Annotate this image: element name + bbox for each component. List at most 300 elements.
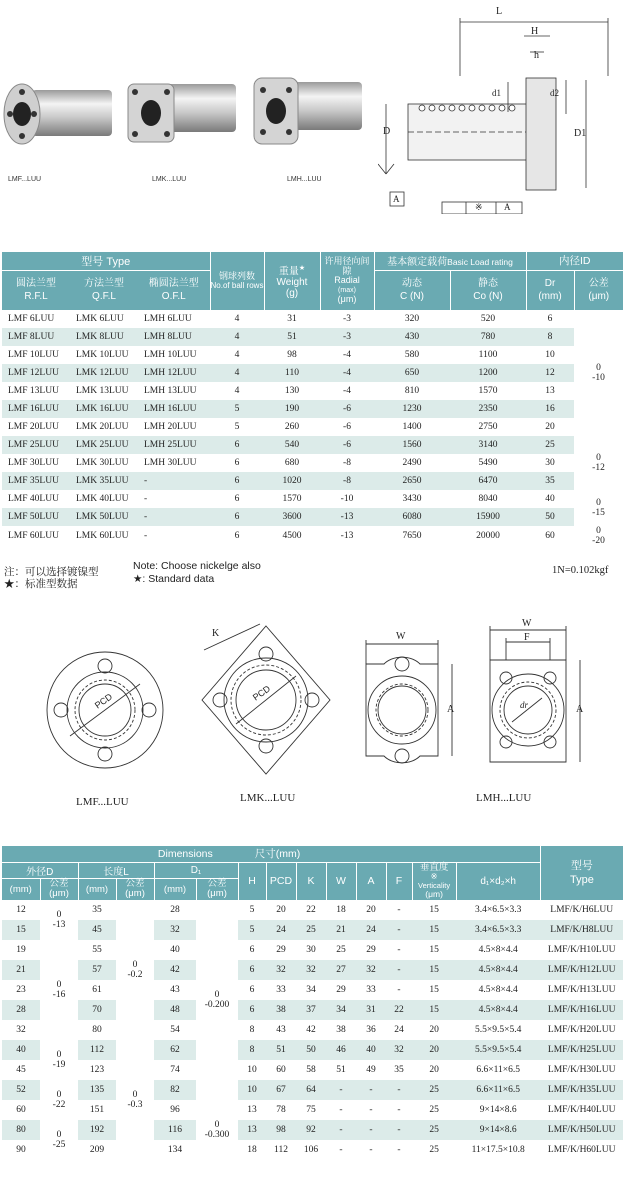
verticality-en: Verticality	[418, 881, 451, 891]
rfl-model-cell: LMF 60LUU	[8, 531, 59, 541]
lmh-f-label: F	[524, 632, 530, 643]
f-value-cell: -	[397, 1125, 401, 1135]
od-tolerance-cell-value: -22	[52, 1100, 66, 1110]
bolt-dims-cell: 4.5×8×4.4	[478, 1005, 518, 1015]
bolt-dims-cell: 5.5×9.5×5.4	[475, 1025, 522, 1035]
bolt-dims-cell: 6.6×11×6.5	[476, 1085, 520, 1095]
bolt-dims-cell: 4.5×8×4.4	[478, 965, 518, 975]
length-cell: 57	[92, 965, 102, 975]
a-header: A	[356, 862, 386, 900]
static-load-cell: 20000	[476, 531, 500, 541]
radial-header-max: (max)	[338, 286, 356, 294]
note-standard-cn: ★：标准型数据	[4, 578, 78, 590]
static-header-en: Co (N)	[473, 291, 503, 303]
drawing-label-h: h	[534, 50, 539, 61]
spec-row	[2, 490, 623, 508]
a-value-cell: 40	[366, 1045, 376, 1055]
id-tolerance-cell-value: -15	[592, 508, 605, 518]
pcd-value-cell: 60	[276, 1065, 286, 1075]
ofl-header-en: O.F.L	[161, 291, 186, 303]
k-value-cell: 64	[306, 1085, 316, 1095]
balls-header	[210, 252, 264, 310]
lmh-dr-label: dr	[520, 700, 529, 710]
outer-diameter-cell: 12	[16, 905, 26, 915]
pcd-value-cell: 67	[276, 1085, 286, 1095]
type-header: 型号 Type	[81, 255, 131, 268]
lmf-pcd-label: PCD	[92, 691, 115, 711]
d1-diameter-cell: 42	[170, 965, 180, 975]
lmh-photo	[250, 68, 368, 163]
length-cell: 112	[90, 1045, 104, 1055]
length-cell: 35	[92, 905, 102, 915]
pcd-value-cell: 24	[276, 925, 286, 935]
outer-diameter-cell: 21	[16, 965, 26, 975]
dimension-row	[2, 960, 623, 980]
k-value-cell: 75	[306, 1105, 316, 1115]
weight-header-cn: 重量	[278, 266, 299, 278]
radial-clearance-cell: -6	[343, 404, 351, 414]
static-load-cell: 6470	[478, 476, 498, 486]
lmh-photo-caption: LMH...LUU	[287, 176, 322, 183]
length-tolerance-cell-value: 0	[132, 1090, 138, 1100]
dr-header-label: Dr	[544, 278, 556, 290]
f-value-cell: -	[397, 905, 401, 915]
dynamic-load-cell: 2650	[402, 476, 422, 486]
length-cell: 45	[92, 925, 102, 935]
rfl-header-cn: 圆法兰型	[16, 278, 56, 290]
a-value-cell: -	[369, 1105, 373, 1115]
drawing-label-D1: D1	[574, 128, 587, 139]
dynamic-load-cell: 580	[404, 350, 420, 360]
k-value-cell: 34	[306, 985, 316, 995]
id-tolerance-cell-value: 0	[596, 498, 601, 508]
od-tolerance-cell	[40, 1080, 78, 1120]
qfl-model-cell: LMK 20LUU	[76, 422, 129, 432]
pcd-value-cell: 43	[276, 1025, 286, 1035]
k-value-cell: 42	[306, 1025, 316, 1035]
radial-header-cn: 许用径向间隙	[324, 256, 370, 276]
h-value-cell: 13	[247, 1105, 257, 1115]
static-load-cell: 2750	[478, 422, 498, 432]
static-load-cell: 520	[480, 314, 496, 324]
length-tolerance-cell	[116, 900, 154, 1040]
ofl-header	[138, 270, 210, 310]
id-tolerance-cell	[574, 526, 623, 546]
weight-header	[264, 252, 320, 310]
id-tolerance-cell-value: 0	[596, 363, 601, 373]
w-value-cell: 38	[336, 1025, 346, 1035]
verticality-value-cell: 20	[429, 1045, 439, 1055]
bolt-dims-cell: 5.5×9.5×5.4	[475, 1045, 522, 1055]
weight-cell: 190	[284, 404, 300, 414]
qfl-model-cell: LMK 40LUU	[76, 494, 129, 504]
ofl-model-cell: LMH 25LUU	[144, 440, 197, 450]
verticality-cn: 垂直度	[419, 862, 449, 874]
radial-clearance-cell: -13	[340, 512, 354, 522]
weight-cell: 98	[287, 350, 297, 360]
pcd-value-cell: 51	[276, 1045, 286, 1055]
outer-diameter-cell: 45	[16, 1065, 26, 1075]
lmf-photo	[2, 72, 120, 162]
lmk-k-label: K	[212, 628, 220, 639]
od-tolerance-cell-value: -16	[52, 990, 66, 1000]
dimension-row	[2, 940, 623, 960]
a-value-cell: 24	[366, 925, 376, 935]
weight-cell: 680	[284, 458, 300, 468]
static-load-cell: 15900	[476, 512, 500, 522]
length-tolerance-cell-value: -0.3	[127, 1100, 143, 1110]
pcd-value-cell: 33	[276, 985, 286, 995]
rfl-model-cell: LMF 25LUU	[8, 440, 59, 450]
type-model-cell: LMF/K/H16LUU	[547, 1005, 616, 1015]
verticality-value-cell: 20	[429, 1065, 439, 1075]
a-value-cell: 49	[366, 1065, 376, 1075]
dimensions-table	[2, 846, 623, 1160]
rfl-header	[2, 270, 70, 310]
f-value-cell: -	[397, 1145, 401, 1155]
dynamic-header-en: C (N)	[400, 291, 424, 303]
d1-tolerance-cell-value: -0.300	[204, 1130, 230, 1140]
length-header: 长度L	[78, 862, 154, 878]
qfl-model-cell: LMK 50LUU	[76, 512, 129, 522]
ball-rows-cell: 4	[234, 350, 240, 360]
h-value-cell: 6	[249, 945, 255, 955]
dimension-row	[2, 1140, 623, 1160]
rfl-model-cell: LMF 16LUU	[8, 404, 59, 414]
dimension-row	[2, 1000, 623, 1020]
bolt-dims-cell: 11×17.5×10.8	[471, 1145, 525, 1155]
outer-diameter-cell: 19	[16, 945, 26, 955]
dimension-row	[2, 920, 623, 940]
verticality-value-cell: 25	[429, 1145, 439, 1155]
f-value-cell: -	[397, 965, 401, 975]
length-tolerance-cell-value: -0.2	[127, 970, 143, 980]
id-tolerance-cn: 公差	[588, 278, 609, 290]
weight-header-unit: (g)	[285, 288, 299, 300]
dimension-row	[2, 1120, 623, 1140]
a-value-cell: -	[369, 1125, 373, 1135]
d1-diameter-cell: 116	[168, 1125, 182, 1135]
verticality-value-cell: 15	[429, 905, 439, 915]
verticality-value-cell: 25	[429, 1105, 439, 1115]
d1-header: D₁	[154, 862, 238, 878]
static-load-cell: 2350	[478, 404, 498, 414]
d1-diameter-cell: 74	[170, 1065, 180, 1075]
dynamic-header	[374, 270, 450, 310]
spec-row	[2, 454, 623, 472]
drawing-label-D: D	[383, 126, 391, 137]
ofl-model-cell: -	[144, 494, 148, 504]
ofl-model-cell: LMH 20LUU	[144, 422, 197, 432]
od-tolerance-cell	[40, 900, 78, 940]
length-cell: 151	[89, 1105, 105, 1115]
drawing-label-A: A	[393, 194, 400, 204]
qfl-model-cell: LMK 30LUU	[76, 458, 129, 468]
d1-diameter-cell: 134	[167, 1145, 183, 1155]
verticality-value-cell: 15	[429, 965, 439, 975]
d1-diameter-cell: 62	[170, 1045, 180, 1055]
od-tol-unit: (μm)	[49, 888, 69, 900]
od-tolerance-cell-value: 0	[56, 1130, 62, 1140]
id-tolerance-cell-value: -12	[592, 463, 605, 473]
h-value-cell: 5	[249, 925, 255, 935]
drawing-label-d1: d1	[492, 88, 501, 98]
inner-diameter-cell: 16	[545, 404, 555, 414]
f-value-cell: -	[397, 945, 401, 955]
lmh-flange-drawing-w	[356, 630, 466, 780]
dimension-row	[2, 900, 623, 920]
dynamic-load-cell: 650	[404, 368, 420, 378]
radial-clearance-cell: -4	[343, 368, 351, 378]
verticality-value-cell: 25	[429, 1125, 439, 1135]
dimension-row	[2, 1040, 623, 1060]
lmk-photo	[124, 70, 242, 165]
length-cell: 70	[92, 1005, 102, 1015]
radial-header-en: Radial	[334, 275, 360, 286]
pcd-value-cell: 29	[276, 945, 286, 955]
static-header-cn: 静态	[478, 278, 498, 290]
f-value-cell: -	[397, 925, 401, 935]
a-value-cell: 29	[366, 945, 376, 955]
weight-cell: 31	[287, 314, 297, 324]
d1-diameter-cell: 40	[170, 945, 180, 955]
dr-header-unit: (mm)	[538, 291, 562, 303]
lmf-drawing-caption: LMF...LUU	[76, 796, 129, 808]
w-value-cell: -	[339, 1125, 343, 1135]
d1-tolerance-cell-value: -0.200	[204, 1000, 230, 1010]
weight-cell: 540	[284, 440, 300, 450]
f-value-cell: -	[397, 1085, 401, 1095]
qfl-model-cell: LMK 16LUU	[76, 404, 129, 414]
lmh-w2-label: W	[522, 618, 532, 629]
rfl-model-cell: LMF 40LUU	[8, 494, 59, 504]
od-tolerance-cell	[40, 1040, 78, 1080]
k-value-cell: 32	[306, 965, 316, 975]
static-load-cell: 8040	[478, 494, 498, 504]
h-header: H	[238, 862, 266, 900]
inner-diameter-cell: 30	[545, 458, 555, 468]
ball-rows-cell: 6	[234, 440, 240, 450]
pcd-value-cell: 98	[276, 1125, 286, 1135]
d1-diameter-cell: 96	[170, 1105, 180, 1115]
d1-tolerance-cell-value: 0	[214, 990, 220, 1000]
inner-diameter-cell: 60	[545, 531, 555, 541]
type-model-cell: LMF/K/H40LUU	[547, 1105, 616, 1115]
outer-diameter-cell: 52	[16, 1085, 26, 1095]
ball-rows-cell: 6	[234, 458, 240, 468]
pcd-value-cell: 38	[276, 1005, 286, 1015]
drawing-label-H: H	[531, 26, 539, 37]
lmf-photo-caption: LMF...LUU	[8, 176, 42, 183]
dr-header	[526, 270, 574, 310]
type-model-cell: LMF/K/H50LUU	[547, 1125, 616, 1135]
d1-diameter-cell: 32	[170, 925, 180, 935]
spec-row	[2, 400, 623, 418]
dynamic-load-cell: 430	[404, 332, 420, 342]
spec-row	[2, 418, 623, 436]
radial-clearance-cell: -8	[343, 458, 351, 468]
w-value-cell: -	[339, 1085, 343, 1095]
ofl-model-cell: LMH 10LUU	[144, 350, 197, 360]
drawing-datum-A: A	[504, 202, 511, 212]
weight-header-en: Weight	[276, 277, 308, 289]
w-header: W	[326, 862, 356, 900]
outer-diameter-cell: 40	[16, 1045, 26, 1055]
w-value-cell: 29	[336, 985, 346, 995]
load-header-en: Basic Load rating	[447, 257, 513, 268]
rfl-model-cell: LMF 35LUU	[8, 476, 59, 486]
w-value-cell: 25	[336, 945, 346, 955]
note-standard-en: ★: Standard data	[133, 573, 215, 585]
rfl-model-cell: LMF 20LUU	[8, 422, 59, 432]
od-tolerance-cell	[40, 940, 78, 1040]
rfl-header-en: R.F.L	[24, 291, 48, 303]
radial-header	[320, 252, 374, 310]
h-value-cell: 8	[249, 1045, 255, 1055]
lmf-flange-drawing	[40, 640, 170, 780]
od-tolerance-cell-value: 0	[56, 910, 62, 920]
f-value-cell: 22	[394, 1005, 404, 1015]
ofl-model-cell: LMH 30LUU	[144, 458, 197, 468]
bolt-dims-cell: 9×14×8.6	[479, 1105, 517, 1115]
verticality-value-cell: 15	[429, 985, 439, 995]
len-tol-label: 公差	[125, 878, 145, 890]
weight-cell: 130	[284, 386, 300, 396]
lmk-photo-caption: LMK...LUU	[152, 176, 187, 183]
spec-row	[2, 436, 623, 454]
h-value-cell: 6	[249, 1005, 255, 1015]
radial-clearance-cell: -4	[343, 350, 351, 360]
dynamic-header-cn: 动态	[402, 278, 422, 290]
a-value-cell: 32	[366, 965, 376, 975]
inner-diameter-cell: 8	[547, 332, 553, 342]
h-value-cell: 8	[249, 1025, 255, 1035]
length-cell: 123	[89, 1065, 105, 1075]
radial-clearance-cell: -10	[340, 494, 354, 504]
load-header	[374, 252, 526, 270]
ofl-model-cell: LMH 16LUU	[144, 404, 197, 414]
verticality-value-cell: 15	[429, 945, 439, 955]
verticality-value-cell: 20	[429, 1025, 439, 1035]
w-value-cell: -	[339, 1145, 343, 1155]
ball-rows-cell: 5	[234, 404, 240, 414]
h-value-cell: 6	[249, 965, 255, 975]
f-value-cell: 24	[394, 1025, 404, 1035]
d1-diameter-cell: 48	[170, 1005, 180, 1015]
inner-diameter-cell: 40	[545, 494, 555, 504]
radial-clearance-cell: -4	[343, 386, 351, 396]
od-tolerance-cell	[40, 1120, 78, 1160]
k-value-cell: 25	[306, 925, 316, 935]
id-tolerance-header	[574, 270, 623, 310]
dynamic-load-cell: 7650	[402, 531, 422, 541]
type-model-cell: LMF/K/H25LUU	[547, 1045, 616, 1055]
h-value-cell: 10	[247, 1085, 257, 1095]
radial-header-unit: (μm)	[337, 294, 357, 305]
qfl-model-cell: LMK 10LUU	[76, 350, 129, 360]
h-value-cell: 13	[247, 1125, 257, 1135]
length-tolerance-cell-value: 0	[132, 960, 138, 970]
qfl-model-cell: LMK 6LUU	[76, 314, 124, 324]
specification-table	[2, 252, 623, 546]
h-value-cell: 18	[247, 1145, 257, 1155]
weight-cell: 110	[285, 368, 299, 378]
k-value-cell: 50	[306, 1045, 316, 1055]
note-nickel-en: Note: Choose nickelge also	[133, 560, 261, 572]
rfl-model-cell: LMF 10LUU	[8, 350, 59, 360]
verticality-value-cell: 25	[429, 1085, 439, 1095]
radial-clearance-cell: -6	[343, 422, 351, 432]
ofl-header-cn: 椭圆法兰型	[148, 278, 199, 290]
type-model-cell: LMF/K/H10LUU	[547, 945, 616, 955]
static-load-cell: 780	[480, 332, 496, 342]
lmh-flange-drawing-f	[476, 620, 586, 780]
spec-row	[2, 382, 623, 400]
static-load-cell: 1200	[478, 368, 498, 378]
od-mm-header: (mm)	[2, 878, 40, 900]
d1-diameter-cell: 82	[170, 1085, 180, 1095]
k-value-cell: 37	[306, 1005, 316, 1015]
qfl-model-cell: LMK 12LUU	[76, 368, 129, 378]
load-header-cn: 基本额定载荷	[387, 257, 448, 269]
lmh-a2-label: A	[576, 704, 584, 715]
qfl-model-cell: LMK 60LUU	[76, 531, 129, 541]
w-value-cell: 18	[336, 905, 346, 915]
qfl-header	[70, 270, 138, 310]
spec-row	[2, 310, 623, 328]
d1-tolerance-cell	[196, 900, 238, 1100]
w-value-cell: 51	[336, 1065, 346, 1075]
qfl-header-cn: 方法兰型	[84, 278, 124, 290]
verticality-header	[412, 862, 456, 900]
len-tol-unit: (μm)	[125, 888, 145, 900]
f-value-cell: 35	[394, 1065, 404, 1075]
pcd-value-cell: 20	[276, 905, 286, 915]
rfl-model-cell: LMF 8LUU	[8, 332, 55, 342]
dimension-row	[2, 1080, 623, 1100]
weight-cell: 260	[284, 422, 300, 432]
ball-rows-cell: 5	[234, 422, 240, 432]
lmh-drawing-caption: LMH...LUU	[476, 792, 532, 804]
dynamic-load-cell: 320	[404, 314, 420, 324]
type-model-cell: LMF/K/H30LUU	[547, 1065, 616, 1075]
length-cell: 61	[92, 985, 102, 995]
k-value-cell: 58	[306, 1065, 316, 1075]
verticality-unit: (μm)	[425, 889, 443, 900]
id-tolerance-cell-value: -10	[592, 373, 605, 383]
verticality-value-cell: 15	[429, 925, 439, 935]
inner-diameter-cell: 6	[547, 314, 553, 324]
w-value-cell: 27	[336, 965, 346, 975]
od-tolerance-cell-value: 0	[56, 1050, 62, 1060]
verticality-value-cell: 15	[429, 1005, 439, 1015]
weight-cell: 1020	[282, 476, 302, 486]
h-value-cell: 10	[247, 1065, 257, 1075]
len-mm-header: (mm)	[78, 878, 116, 900]
od-tolerance-cell-value: -25	[52, 1140, 66, 1150]
qfl-header-en: Q.F.L	[92, 291, 116, 303]
od-tol-header	[40, 878, 78, 900]
id-tolerance-cell	[574, 436, 623, 490]
type-column-header	[540, 846, 623, 900]
bolt-dims-cell: 9×14×8.6	[479, 1125, 517, 1135]
static-header	[450, 270, 526, 310]
ball-rows-cell: 6	[234, 531, 240, 541]
h-value-cell: 5	[249, 905, 255, 915]
k-value-cell: 30	[306, 945, 316, 955]
od-tolerance-cell-value: 0	[56, 1090, 62, 1100]
length-cell: 192	[89, 1125, 105, 1135]
